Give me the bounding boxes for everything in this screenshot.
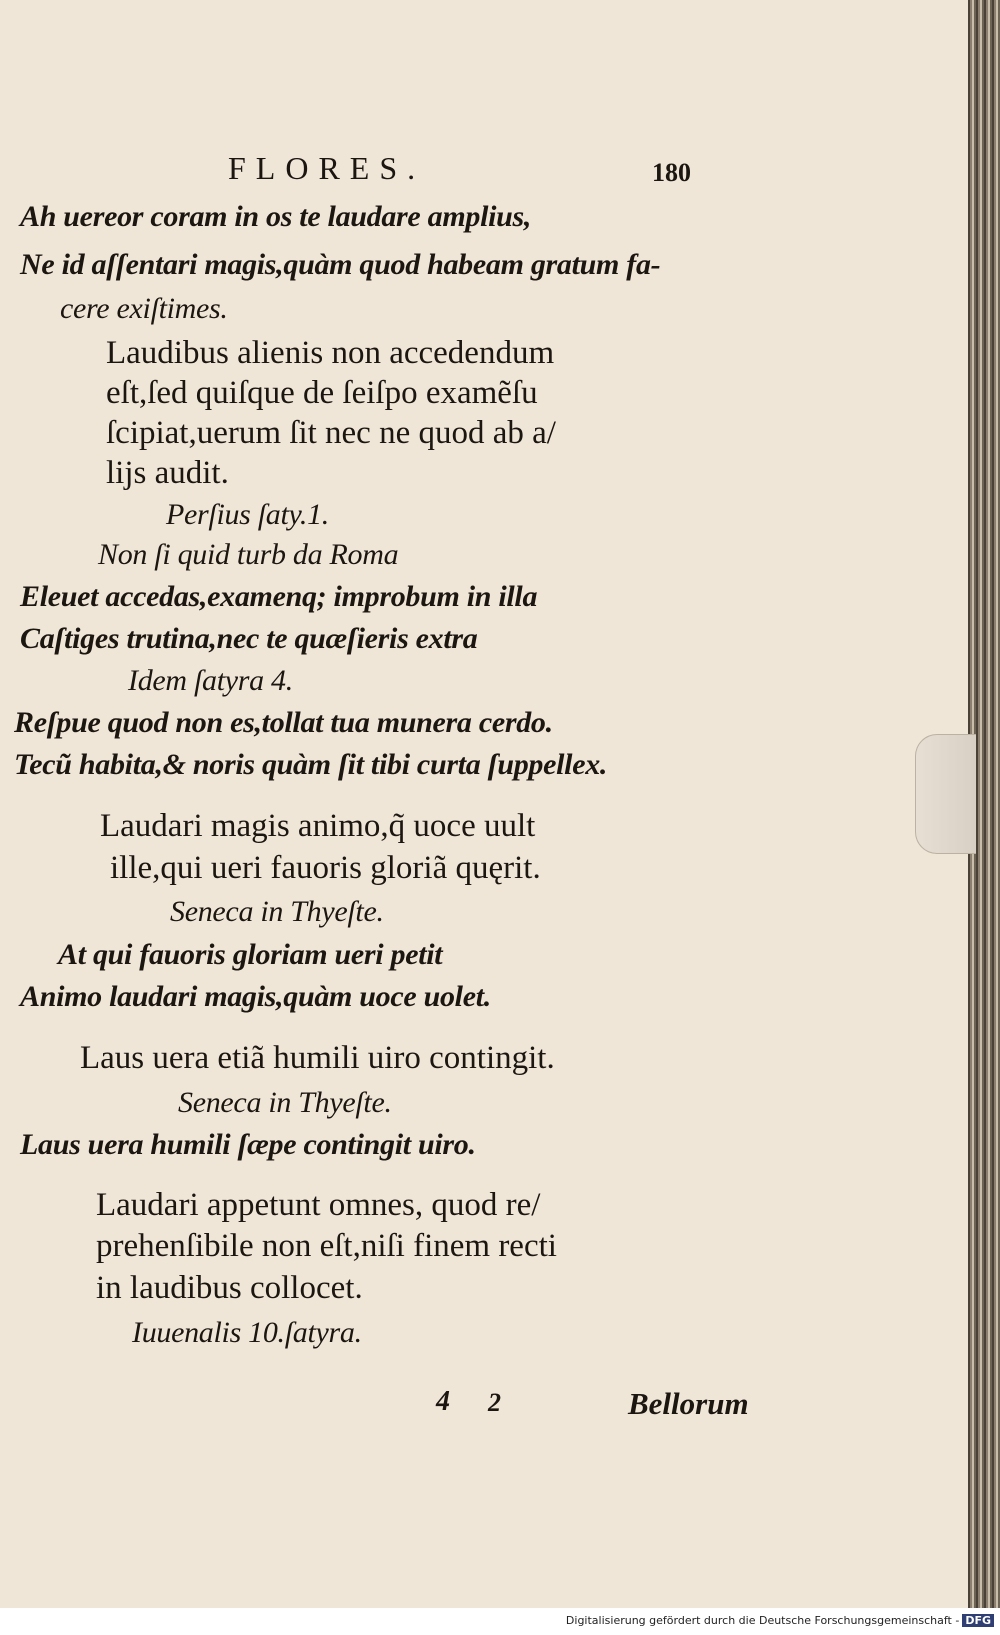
verse-line: Animo laudari magis,quàm uoce uolet. <box>20 980 491 1013</box>
prose-line: in laudibus collocet. <box>96 1270 363 1306</box>
verse-line: Ne id aſſentari magis,quàm quod habeam gratum fa- <box>20 248 661 281</box>
prose-line: ille,qui ueri fauoris gloriã quęrit. <box>110 850 541 886</box>
prose-line: Laus uera etiã humili uiro contingit. <box>80 1040 555 1076</box>
page-number: 180 <box>652 158 691 187</box>
prose-line: Laudibus alienis non accedendum <box>106 335 555 371</box>
source-citation: Seneca in Thyeſte. <box>178 1086 392 1119</box>
prose-line: prehenſibile non eſt,niſi finem recti <box>96 1228 557 1264</box>
verse-line: Tecũ habita,& noris quàm ſit tibi curta ſuppellex. <box>14 748 608 781</box>
running-head: FLORES. <box>228 150 426 186</box>
signature-mark: 2 <box>488 1388 501 1417</box>
verse-line: Ah uereor coram in os te laudare amplius, <box>20 200 532 233</box>
verse-line: Caſtiges trutina,nec te quæſieris extra <box>20 622 478 655</box>
source-citation: Iuuenalis 10.ſatyra. <box>132 1316 362 1349</box>
prose-line: Laudari magis animo,q̃ uoce uult <box>100 808 536 844</box>
dfg-logo: DFG <box>962 1614 994 1627</box>
prose-line: Laudari appetunt omnes, quod re/ <box>96 1187 541 1223</box>
page-clip <box>915 734 976 854</box>
catchword: Bellorum <box>628 1386 749 1421</box>
verse-line: Eleuet accedas,examenq; improbum in illa <box>20 580 538 613</box>
verse-line: Reſpue quod non es,tollat tua munera cerdo. <box>14 706 553 739</box>
prose-line: eſt,ſed quiſque de ſeiſpo examẽſu <box>106 375 538 411</box>
verse-line: Non ſi quid turb da Roma <box>98 538 399 571</box>
prose-line: ſcipiat,uerum ſit nec ne quod ab a/ <box>106 415 556 451</box>
verse-line: At qui fauoris gloriam ueri petit <box>58 938 443 971</box>
source-citation: Perſius ſaty.1. <box>166 498 329 531</box>
signature-mark: 4 <box>436 1386 450 1417</box>
credit-text: Digitalisierung gefördert durch die Deutsche Forschungsgemeinschaft - <box>565 1614 960 1627</box>
source-citation: Seneca in Thyeſte. <box>170 895 384 928</box>
prose-line: lijs audit. <box>106 455 229 491</box>
source-citation: Idem ſatyra 4. <box>128 664 293 697</box>
verse-line: Laus uera humili ſæpe contingit uiro. <box>20 1128 476 1161</box>
verse-line: cere exiſtimes. <box>60 292 228 325</box>
digitization-credit <box>566 1614 994 1627</box>
